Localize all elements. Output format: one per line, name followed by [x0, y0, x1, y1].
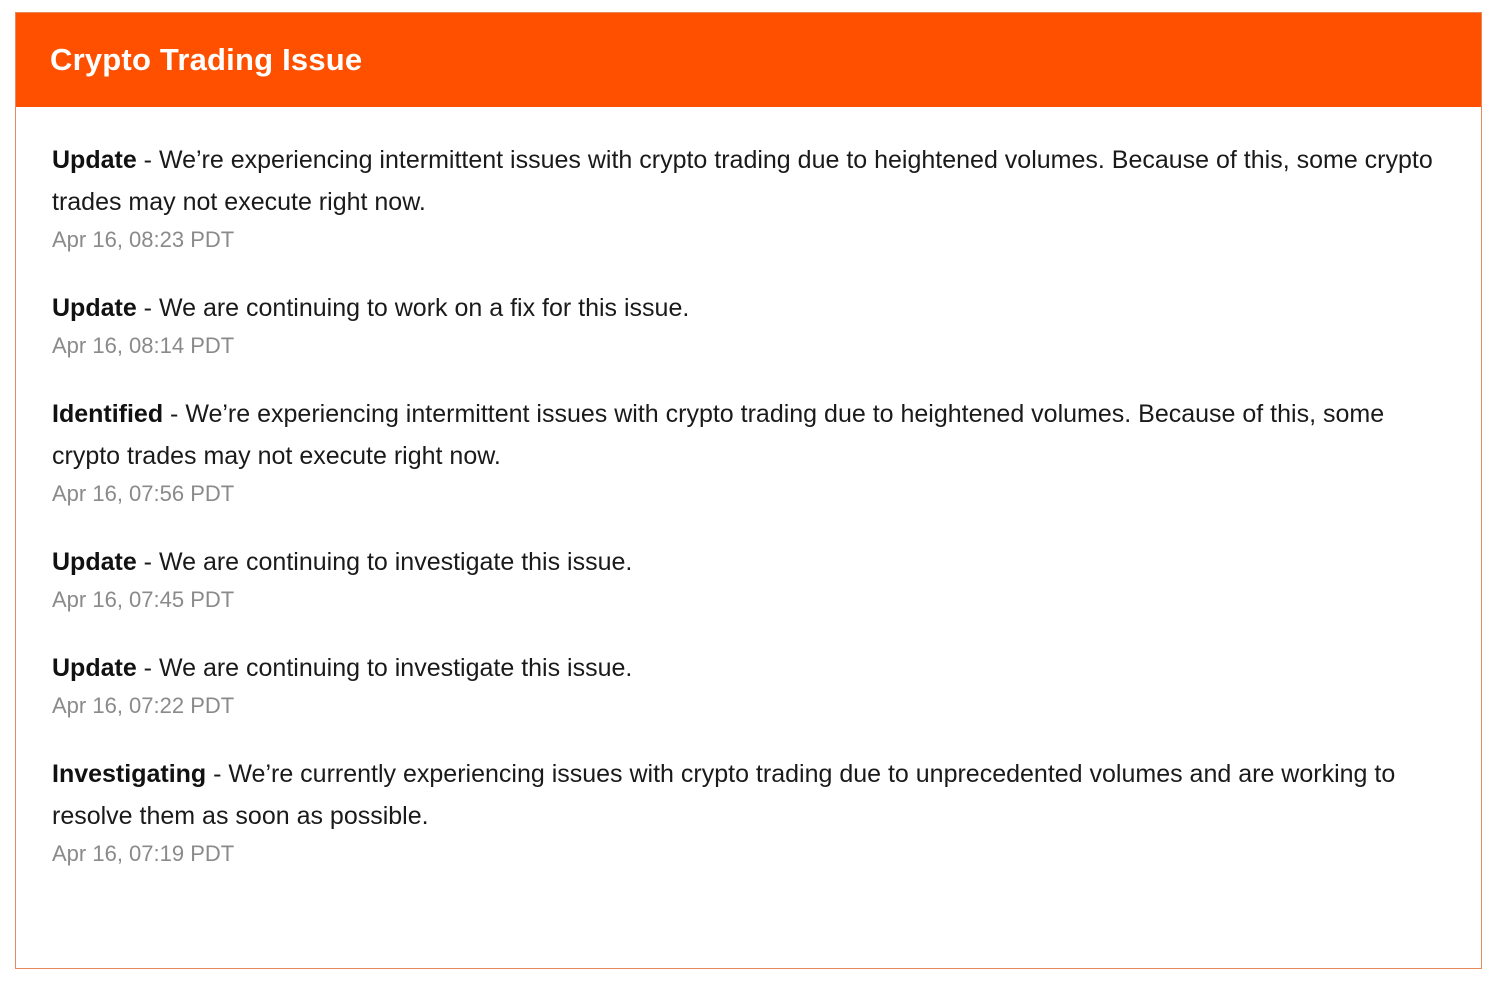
update-status: Update [52, 654, 137, 682]
incident-header [16, 13, 1481, 107]
update-timestamp: Apr 16, 08:14 PDT [52, 333, 235, 358]
incident-update [52, 647, 1445, 721]
update-body [52, 541, 1445, 583]
update-status: Identified [52, 400, 164, 428]
update-body [52, 287, 1445, 329]
update-timestamp: Apr 16, 07:56 PDT [52, 481, 235, 506]
update-body [52, 753, 1445, 837]
update-timestamp: Apr 16, 07:19 PDT [52, 841, 235, 866]
incident-update [52, 139, 1445, 255]
update-status: Update [52, 548, 137, 576]
update-status: Update [52, 146, 137, 174]
incident-panel [15, 12, 1482, 969]
update-message: - We are continuing to investigate this issue. [136, 654, 633, 682]
update-status: Update [52, 294, 137, 322]
incident-update [52, 393, 1445, 509]
update-timestamp: Apr 16, 08:23 PDT [52, 227, 235, 252]
update-message: - We are continuing to work on a fix for this issue. [136, 294, 690, 322]
incident-updates-list [16, 107, 1481, 869]
incident-update [52, 753, 1445, 869]
update-timestamp: Apr 16, 07:22 PDT [52, 693, 235, 718]
update-message: - We’re experiencing intermittent issues with crypto trading due to heightened volumes. Because of this, some crypto trades may not execute right now. [52, 400, 1385, 470]
incident-title: Crypto Trading Issue [50, 42, 363, 77]
update-message: - We’re experiencing intermittent issues with crypto trading due to heightened volumes. Because of this, some crypto trades may not execute right now. [52, 146, 1433, 216]
incident-update [52, 541, 1445, 615]
update-body [52, 647, 1445, 689]
incident-update [52, 287, 1445, 361]
update-message: - We are continuing to investigate this issue. [136, 548, 633, 576]
update-message: - We’re currently experiencing issues with crypto trading due to unprecedented volumes and are working to resolve them as soon as possible. [52, 760, 1396, 830]
update-body [52, 139, 1445, 223]
update-status: Investigating [52, 760, 207, 788]
update-body [52, 393, 1445, 477]
update-timestamp: Apr 16, 07:45 PDT [52, 587, 235, 612]
